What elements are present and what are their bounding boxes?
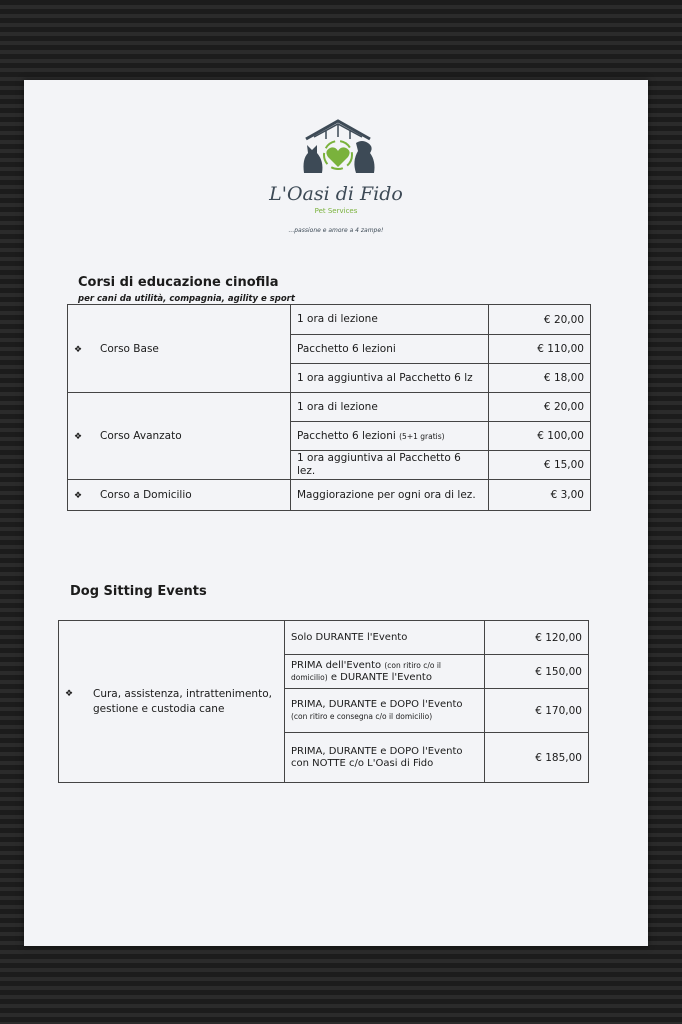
item-price: € 170,00 — [485, 689, 589, 733]
item-description: 1 ora di lezione — [291, 305, 489, 335]
item-description-text: PRIMA dell'Evento — [291, 659, 382, 671]
item-description: 1 ora aggiuntiva al Pacchetto 6 lz — [291, 364, 489, 393]
dog-cat-house-heart-logo — [296, 115, 380, 177]
item-note: (5+1 gratis) — [399, 431, 445, 441]
item-price: € 100,00 — [489, 422, 591, 451]
table-row — [68, 393, 591, 422]
service-name: Cura, assistenza, intrattenimento, gestione e custodia cane — [93, 687, 272, 715]
course-name: Corso Base — [100, 342, 159, 355]
events-price-table — [58, 620, 589, 783]
item-description-text: PRIMA, DURANTE e DOPO l'Evento — [291, 698, 463, 710]
item-description — [291, 422, 489, 451]
item-price: € 185,00 — [485, 733, 589, 783]
bullet-icon: ❖ — [74, 432, 83, 442]
course-name: Corso Avanzato — [100, 430, 182, 442]
item-price: € 20,00 — [489, 305, 591, 335]
item-price: € 3,00 — [489, 480, 591, 511]
table-row — [68, 305, 591, 335]
item-note: (con ritiro c/o il domicilio) — [291, 660, 441, 682]
price-list-sheet — [24, 80, 648, 946]
bullet-icon: ❖ — [74, 344, 83, 355]
item-price: € 110,00 — [489, 335, 591, 364]
item-price: € 18,00 — [489, 364, 591, 393]
courses-price-table — [67, 304, 591, 511]
item-description — [285, 655, 485, 689]
item-description: Maggiorazione per ogni ora di lez. — [291, 480, 489, 511]
item-description: 1 ora aggiuntiva al Pacchetto 6 lez. — [291, 451, 489, 480]
service-cell — [59, 621, 285, 783]
item-price: € 15,00 — [489, 451, 591, 480]
bullet-icon: ❖ — [74, 491, 83, 501]
table-row — [68, 480, 591, 511]
brand-tagline: ...passione e amore a 4 zampe! — [288, 227, 384, 234]
section-subtitle-courses: per cani da utilità, compagnia, agility e sport — [78, 294, 295, 304]
item-note: (con ritiro e consegna c/o il domicilio) — [291, 711, 433, 721]
bullet-icon: ❖ — [65, 688, 74, 699]
item-price: € 20,00 — [489, 393, 591, 422]
course-name: Corso a Domicilio — [100, 489, 192, 501]
item-price: € 120,00 — [485, 621, 589, 655]
item-description: Solo DURANTE l'Evento — [285, 621, 485, 655]
brand-subtitle: Pet Services — [314, 207, 358, 215]
item-description: 1 ora di lezione — [291, 393, 489, 422]
table-row — [59, 621, 589, 655]
course-cell — [68, 480, 291, 511]
item-price: € 150,00 — [485, 655, 589, 689]
course-cell — [68, 393, 291, 480]
course-cell — [68, 305, 291, 393]
item-description: Pacchetto 6 lezioni — [291, 335, 489, 364]
section-title-courses: Corsi di educazione cinofila — [78, 275, 279, 290]
item-description-text: e DURANTE l'Evento — [330, 671, 432, 683]
item-description: PRIMA, DURANTE e DOPO l'Evento con NOTTE c/o L'Oasi di Fido — [285, 733, 485, 783]
item-description-text: Pacchetto 6 lezioni — [297, 429, 396, 442]
item-description — [285, 689, 485, 733]
brand-name: L'Oasi di Fido — [269, 183, 403, 205]
section-title-dog-sitting: Dog Sitting Events — [70, 584, 207, 599]
